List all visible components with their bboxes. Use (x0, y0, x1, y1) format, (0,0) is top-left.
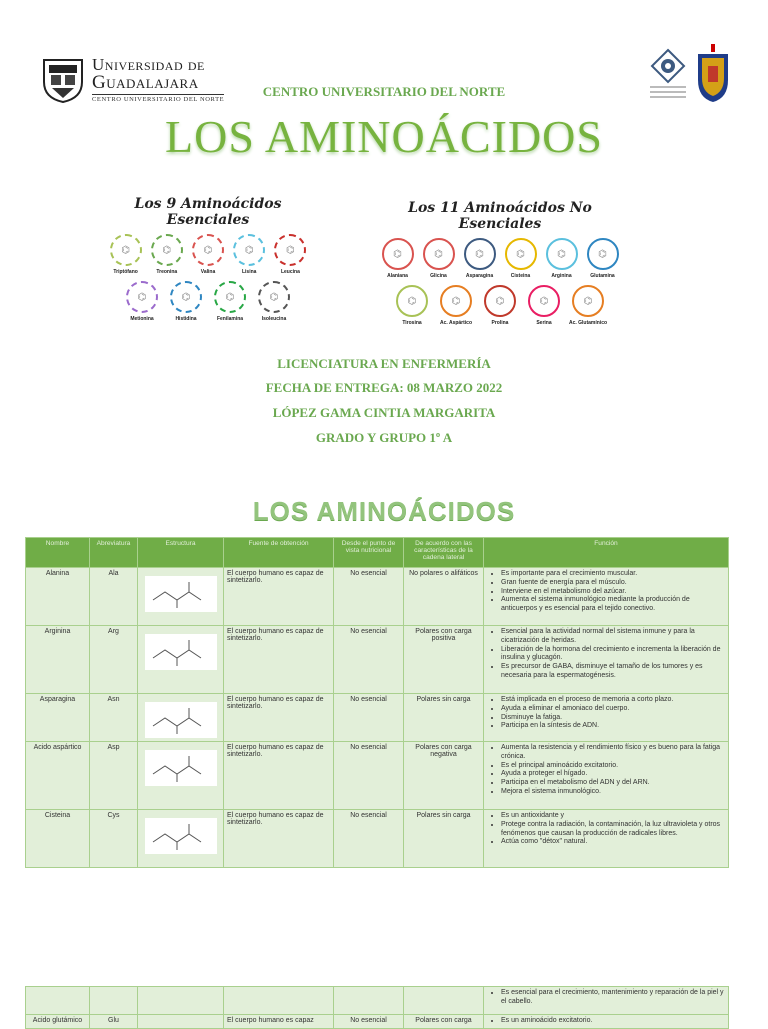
aminoacid-badge-label: Lisina (241, 269, 257, 275)
cell-funcion (484, 810, 729, 868)
cell-cadena: No polares o alifáticos (404, 568, 484, 626)
aminoacid-badge (108, 234, 143, 275)
aminoacid-badge-label: Metionina (130, 316, 154, 322)
cell-cadena: Polares con carga positiva (404, 626, 484, 694)
cell-nombre: Acido glutámico (26, 1015, 90, 1029)
aminoacid-badge-label: Asparagina (465, 273, 494, 279)
aminoacid-badge (585, 238, 620, 279)
nonessential-row-1 (380, 238, 620, 279)
molecule-icon: ⌬ (464, 238, 496, 270)
cell-nombre: Alanina (26, 568, 90, 626)
essential-row-2 (108, 281, 308, 322)
molecule-icon: ⌬ (274, 234, 306, 266)
table-row (26, 742, 729, 810)
col-cadena: De acuerdo con las características de la cadena lateral (404, 538, 484, 568)
structure-formula-image (145, 750, 217, 786)
aminoacid-badge (462, 238, 497, 279)
cell-estructura (138, 626, 224, 694)
funcion-item: • Gran fuente de energía para el músculo. (501, 579, 725, 588)
col-nutricional: Desde el punto de vista nutricional (334, 538, 404, 568)
cell-nombre: Acido aspártico (26, 742, 90, 810)
molecule-icon: ⌬ (126, 281, 158, 313)
cell-cadena: Polares con carga (404, 1015, 484, 1029)
aminoacid-badge (211, 281, 249, 322)
molecule-icon: ⌬ (505, 238, 537, 270)
fecha-entrega: FECHA DE ENTREGA: 08 MARZO 2022 (265, 380, 503, 395)
funcion-item: • Está implicada en el proceso de memoria a corto plazo. (501, 696, 725, 705)
cell-fuente: El cuerpo humano es capaz de sintetizarlo. (224, 626, 334, 694)
aminoacid-badge (255, 281, 293, 322)
structure-formula-image (145, 702, 217, 738)
aminoacid-badge (421, 238, 456, 279)
funcion-item: • Mejora el sistema inmunológico. (501, 788, 725, 797)
funcion-item: • Es precursor de GABA, disminuye el tamaño de los tumores y es necesaria para la espermatogénesis. (501, 663, 725, 681)
cell-funcion (484, 626, 729, 694)
grado-grupo: GRADO Y GRUPO 1º A (315, 430, 453, 445)
aminoacid-badge-label: Fenilamina (216, 316, 244, 322)
molecule-icon: ⌬ (396, 285, 428, 317)
aminoacid-badge (569, 285, 607, 326)
aminoacid-badge (149, 234, 184, 275)
table-row (26, 1015, 729, 1029)
nonessential-aminoacids-panel (380, 200, 620, 326)
molecule-icon: ⌬ (192, 234, 224, 266)
molecule-icon: ⌬ (546, 238, 578, 270)
essential-panel-title: Los 9 Aminoácidos Esenciales (134, 196, 282, 228)
funcion-item: • Participa en la síntesis de ADN. (501, 722, 725, 731)
table-row (26, 568, 729, 626)
autor: LÓPEZ GAMA CINTIA MARGARITA (272, 405, 496, 420)
funcion-item: • Es un aminoácido excitatorio. (501, 1017, 725, 1026)
cell-cadena: Polares sin carga (404, 810, 484, 868)
aminoacid-badge-label: Glicina (430, 273, 447, 279)
col-nombre: Nombre (26, 538, 90, 568)
aminoacid-badge (380, 238, 415, 279)
table-header-row (26, 538, 729, 568)
table-row (26, 694, 729, 742)
aminoacid-badge (437, 285, 475, 326)
page-title: LOS AMINOÁCIDOS (165, 111, 603, 162)
col-abreviatura: Abreviatura (90, 538, 138, 568)
funcion-item: • Ayuda a proteger el hígado. (501, 770, 725, 779)
molecule-icon: ⌬ (528, 285, 560, 317)
table-row (26, 987, 729, 1015)
cell-funcion (484, 568, 729, 626)
carrera: LICENCIATURA EN ENFERMERÍA (277, 356, 491, 371)
aminoacid-badge-label: Valina (200, 269, 216, 275)
molecule-icon: ⌬ (572, 285, 604, 317)
aminoacid-badge-label: Leucina (280, 269, 300, 275)
aminoacid-badge-label: Serina (536, 320, 552, 326)
col-estructura: Estructura (138, 538, 224, 568)
cell-nombre: Arginina (26, 626, 90, 694)
cell-cadena: Polares con carga negativa (404, 742, 484, 810)
funcion-item: • Es esencial para el crecimiento, mantenimiento y reparación de la piel y el cabello. (501, 989, 725, 1007)
aminoacid-badge (525, 285, 563, 326)
aminoacid-table (25, 537, 729, 868)
aminoacid-badge-label: Triptófano (113, 269, 138, 275)
cell-estructura (138, 568, 224, 626)
funcion-item: • Aumenta la resistencia y el rendimiento físico y es bueno para la fatiga crónica. (501, 744, 725, 762)
funcion-item: • Ayuda a eliminar el amoniaco del cuerpo. (501, 705, 725, 714)
col-funcion: Función (484, 538, 729, 568)
cell-funcion (484, 694, 729, 742)
funcion-item: • Esencial para la actividad normal del sistema inmune y para la cicatrización de heridas. (501, 628, 725, 646)
essential-row-1 (108, 234, 308, 275)
cell-nutricional: No esencial (334, 694, 404, 742)
aminoacid-badge-label: Histidina (175, 316, 197, 322)
aminoacid-badge-label: Alaniana (387, 273, 408, 279)
udg-name-line2: Guadalajara (92, 72, 199, 94)
aminoacid-badge (481, 285, 519, 326)
aminoacid-badge-label: Treonina (156, 269, 178, 275)
centro-universitario: CENTRO UNIVERSITARIO DEL NORTE (262, 84, 506, 99)
structure-formula-image (145, 634, 217, 670)
cell-nutricional: No esencial (334, 568, 404, 626)
cell-abreviatura: Arg (90, 626, 138, 694)
cell-estructura (138, 810, 224, 868)
essential-aminoacids-panel (108, 196, 308, 326)
funcion-item: • Liberación de la hormona del crecimiento e incrementa la liberación de insulina y glucagón. (501, 646, 725, 664)
molecule-icon: ⌬ (170, 281, 202, 313)
aminoacid-badge-label: Arginina (551, 273, 572, 279)
cell-abreviatura: Glu (90, 1015, 138, 1029)
aminoacid-badge-label: Glutamina (590, 273, 615, 279)
cell-nutricional: No esencial (334, 626, 404, 694)
aminoacid-badge (503, 238, 538, 279)
molecule-icon: ⌬ (484, 285, 516, 317)
funcion-item: • Es un antioxidante y (501, 812, 725, 821)
table-row (26, 810, 729, 868)
funcion-item: • Aumenta el sistema inmunológico mediante la producción de anticuerpos y es esencial para el tejido conectivo. (501, 596, 725, 614)
aminoacid-badge-label: Cisteina (510, 273, 531, 279)
structure-formula-image (145, 576, 217, 612)
funcion-item: • Es el principal aminoácido excitatorio. (501, 762, 725, 771)
structure-formula-image (145, 818, 217, 854)
aminoacid-badge (123, 281, 161, 322)
funcion-item: • Disminuye la fatiga. (501, 714, 725, 723)
col-fuente: Fuente de obtención (224, 538, 334, 568)
cell-nombre: Cisteina (26, 810, 90, 868)
aminoacid-badge-label: Isoleucina (261, 316, 287, 322)
molecule-icon: ⌬ (214, 281, 246, 313)
aminoacid-badge (273, 234, 308, 275)
aminoacid-badge-label: Ac. Aspártico (439, 320, 473, 326)
cell-abreviatura: Asn (90, 694, 138, 742)
cell-estructura (138, 694, 224, 742)
cell-fuente: El cuerpo humano es capaz (224, 1015, 334, 1029)
molecule-icon: ⌬ (110, 234, 142, 266)
funcion-item: • Actúa como "détox" natural. (501, 838, 725, 847)
nonessential-panel-title: Los 11 Aminoácidos No Esenciales (408, 200, 592, 232)
aminoacid-table-continued (25, 986, 729, 1029)
cell-fuente: El cuerpo humano es capaz de sintetizarlo. (224, 568, 334, 626)
udg-campus: CENTRO UNIVERSITARIO DEL NORTE (92, 96, 225, 104)
cell-abreviatura: Cys (90, 810, 138, 868)
aminoacid-badge-label: Prolina (491, 320, 509, 326)
molecule-icon: ⌬ (151, 234, 183, 266)
cell-fuente: El cuerpo humano es capaz de sintetizarlo. (224, 742, 334, 810)
aminoacid-badge-label: Tirosina (402, 320, 422, 326)
udg-name-line1: Universidad de (92, 55, 205, 75)
aminoacid-badge (190, 234, 225, 275)
cell-nombre: Asparagina (26, 694, 90, 742)
cell-funcion (484, 742, 729, 810)
cell-estructura (138, 742, 224, 810)
aminoacid-badge (544, 238, 579, 279)
molecule-icon: ⌬ (258, 281, 290, 313)
funcion-item: • Participa en el metabolismo del ADN y del ARN. (501, 779, 725, 788)
cell-fuente: El cuerpo humano es capaz de sintetizarlo. (224, 810, 334, 868)
aminoacid-badge (232, 234, 267, 275)
molecule-icon: ⌬ (423, 238, 455, 270)
funcion-item: • Es importante para el crecimiento muscular. (501, 570, 725, 579)
aminoacid-badge (393, 285, 431, 326)
molecule-icon: ⌬ (233, 234, 265, 266)
molecule-icon: ⌬ (382, 238, 414, 270)
aminoacid-badge-label: Ac. Glutamínico (568, 320, 608, 326)
cell-nutricional: No esencial (334, 810, 404, 868)
molecule-icon: ⌬ (440, 285, 472, 317)
funcion-item: • Interviene en el metabolismo del azúcar. (501, 588, 725, 597)
section-title: LOS AMINOÁCIDOS (252, 496, 516, 526)
funcion-item: • Protege contra la radiación, la contaminación, la luz ultravioleta y otros fenómenos que causan la producción de radicales libres. (501, 821, 725, 839)
cell-cadena: Polares sin carga (404, 694, 484, 742)
cell-abreviatura: Asp (90, 742, 138, 810)
cell-nutricional: No esencial (334, 742, 404, 810)
cell-abreviatura: Ala (90, 568, 138, 626)
cell-fuente: El cuerpo humano es capaz de sintetizarlo. (224, 694, 334, 742)
aminoacid-badge (167, 281, 205, 322)
cell-nutricional: No esencial (334, 1015, 404, 1029)
nonessential-row-2 (380, 285, 620, 326)
table-row (26, 626, 729, 694)
molecule-icon: ⌬ (587, 238, 619, 270)
